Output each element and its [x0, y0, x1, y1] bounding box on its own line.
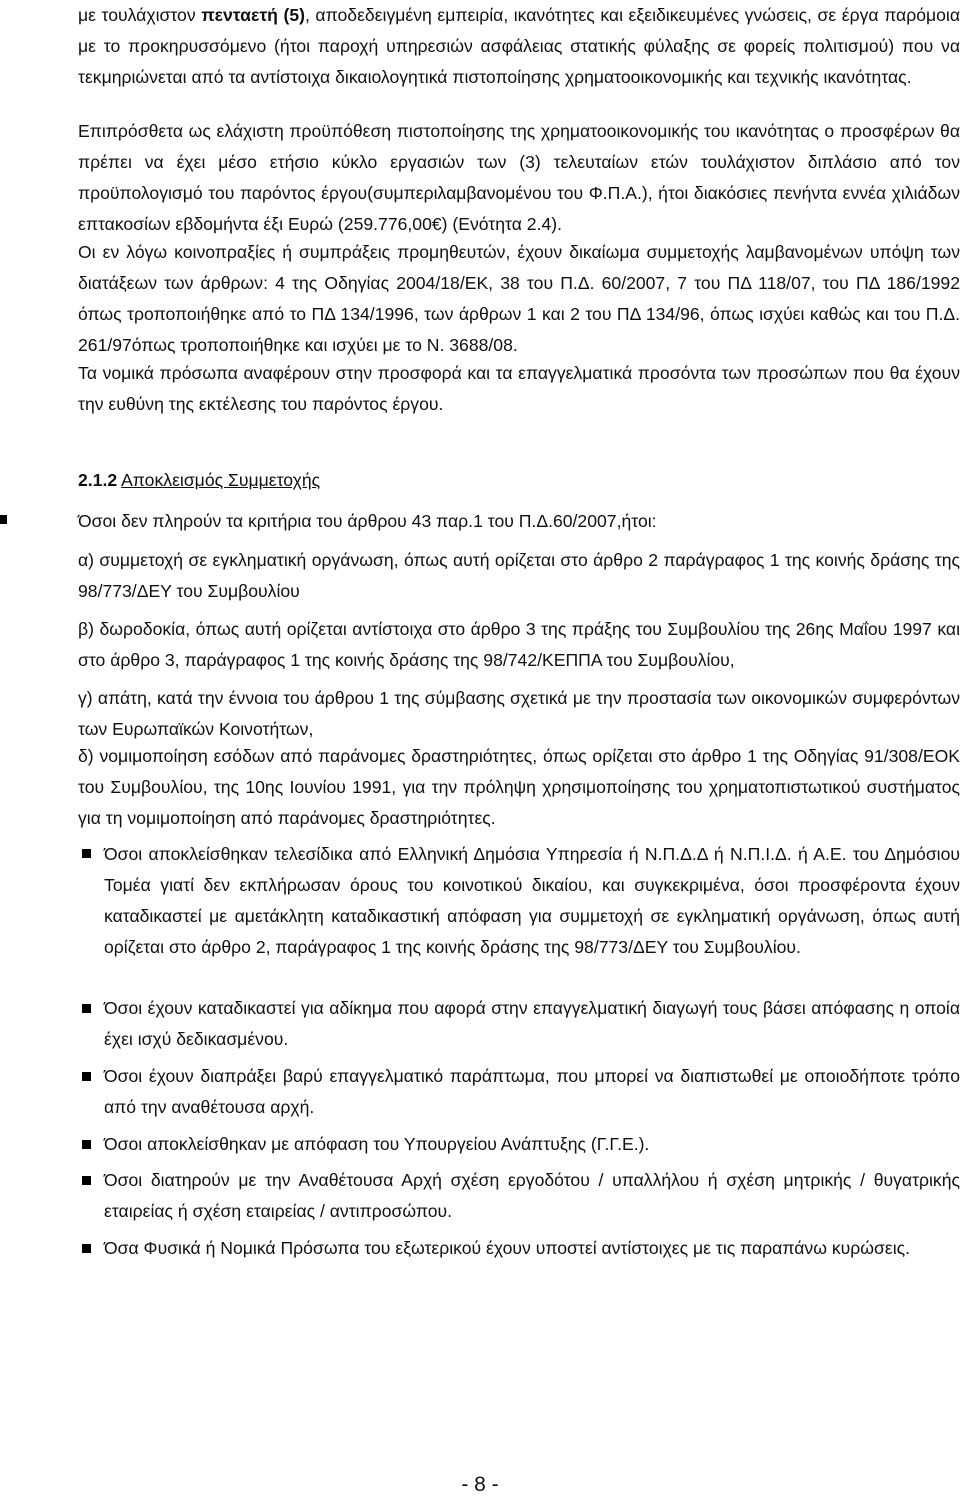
- subitem-c: γ) απάτη, κατά την έννοια του άρθρου 1 της σύμβασης σχετικά με την προστασία των οικονομικών συμφερόντων των Ευρωπαϊκών Κοινοτήτων,: [78, 688, 960, 739]
- subitem-a: α) συμμετοχή σε εγκληματική οργάνωση, όπως αυτή ορίζεται στο άρθρο 2 παράγραφος 1 της κοινής δράσης της 98/773/ΔΕΥ του Συμβουλίου: [78, 550, 960, 601]
- square-bullet-icon: [82, 1072, 91, 1081]
- square-bullet-icon: [82, 1140, 91, 1149]
- square-bullet-icon: [0, 515, 7, 524]
- square-bullet-icon: [82, 1244, 91, 1253]
- section-number: 2.1.2: [78, 470, 118, 490]
- subitem-d: δ) νομιμοποίηση εσόδων από παράνομες δραστηριότητες, όπως ορίζεται στο άρθρο 1 της Οδηγίας 91/308/ΕΟΚ του Συμβουλίου, της 10ης Ιουνίου 1991, για την πρόληψη χρησιμοποίησης του χρηματοπιστωτικού συστήματος για τη νομιμοποίηση από παράνομες δραστηριότητες.: [78, 746, 960, 828]
- paragraph-consortia: Οι εν λόγω κοινοπραξίες ή συμπράξεις προμηθευτών, έχουν δικαίωμα συμμετοχής λαμβανομένων υπόψη των διατάξεων των άρθρων: 4 της Οδηγίας 2004/18/ΕΚ, 38 του Π.Δ. 60/2007, 7 του ΠΔ 118/07, του ΠΔ 186/1992 όπως τροποποιήθηκε από το ΠΔ 134/1996, των άρθρων 1 και 2 του ΠΔ 134/96, όπως ισχύει καθώς και του Π.Δ. 261/97όπως τροποποιήθηκε και ισχύει με το Ν. 3688/08.: [78, 242, 960, 355]
- bold-term: πενταετή (5): [201, 5, 305, 25]
- paragraph-experience: με τουλάχιστον πενταετή (5), αποδεδειγμένη εμπειρία, ικανότητες και εξειδικευμένες γνώσεις, σε έργα παρόμοια με το προκηρυσσόμενο (ήτοι παροχή υπηρεσιών ασφάλειας στατικής φύλαξης σε φορείς πολιτισμού) που να τεκμηριώνεται από τα αντίστοιχα δικαιολογητικά πιστοποίησης χρηματοοικονομικής και τεχνικής ικανότητας.: [78, 5, 960, 87]
- page-number: - 8 -: [461, 1473, 499, 1496]
- paragraph-legal-persons: Τα νομικά πρόσωπα αναφέρουν στην προσφορά και τα επαγγελματικά προσόντα των προσώπων που θα έχουν την ευθύνη της εκτέλεσης του παρόντος έργου.: [78, 363, 960, 414]
- first-criterion: Όσοι δεν πληρούν τα κριτήρια του άρθρου 43 παρ.1 του Π.Δ.60/2007,ήτοι:: [78, 511, 657, 531]
- section-heading: [78, 465, 578, 496]
- section-title: Αποκλεισμός Συμμετοχής: [121, 470, 321, 490]
- subitem-b: β) δωροδοκία, όπως αυτή ορίζεται αντίστοιχα στο άρθρο 3 της πράξης του Συμβουλίου της 26ης Μαΐου 1997 και στο άρθρο 3, παράγραφος 1 της κοινής δράσης της 98/742/ΚΕΠΠΑ του Συμβουλίου,: [78, 619, 960, 670]
- paragraph-financial-capacity: Επιπρόσθετα ως ελάχιστη προϋπόθεση πιστοποίησης της χρηματοοικονομικής του ικανότητας ο προσφέρων θα πρέπει να έχει μέσο ετήσιο κύκλο εργασιών των (3) τελευταίων ετών τουλάχιστον διπλάσιο από τον προϋπολογισμό του παρόντος έργου(συμπεριλαμβανομένου του Φ.Π.Α.), ήτοι διακόσιες πενήντα εννέα χιλιάδων επτακοσίων εβδομήντα έξι Ευρώ (259.776,00€) (Ενότητα 2.4).: [78, 121, 960, 234]
- square-bullet-icon: [82, 849, 91, 858]
- square-bullet-icon: [82, 1176, 91, 1185]
- square-bullet-icon: [82, 1004, 91, 1013]
